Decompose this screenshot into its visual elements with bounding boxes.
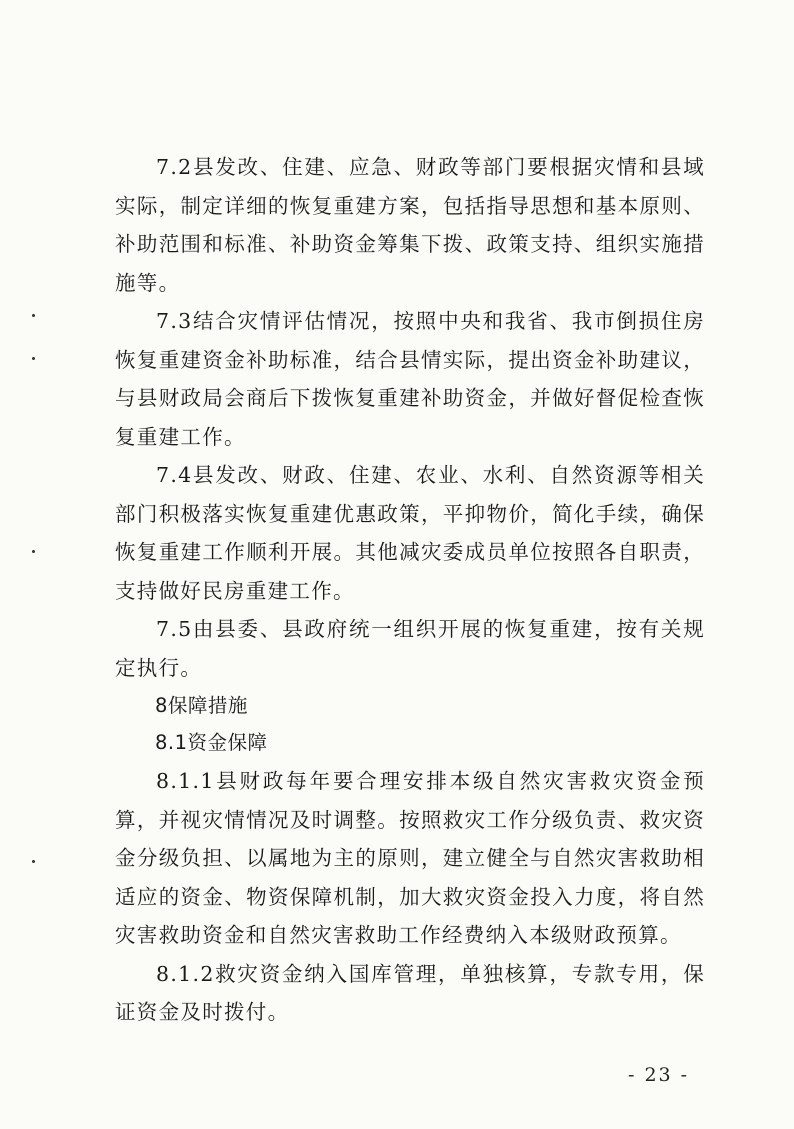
scan-dot <box>32 860 35 863</box>
paragraph-7-2: 7.2县发改、住建、应急、财政等部门要根据灾情和县域实际，制定详细的恢复重建方案，包括指导思想和基本原则、补助范围和标准、补助资金筹集下拨、政策支持、组织实施措施等。 <box>115 155 705 295</box>
section-heading: 8保障措施 <box>155 694 248 717</box>
paragraph-8-1-1: 8.1.1县财政每年要合理安排本级自然灾害救灾资金预算，并视灾情情况及时调整。按照救灾工作分级负责、救灾资金分级负担、以属地为主的原则，建立健全与自然灾害救助相适应的资金、物资保障机制，加大救灾资金投入力度，将自然灾害救助资金和自然灾害救助工作经费纳入本级财政预算。 <box>115 769 705 947</box>
scan-dot <box>32 550 35 553</box>
paragraph-8-1-2: 8.1.2救灾资金纳入国库管理，单独核算，专款专用，保证资金及时拨付。 <box>115 961 705 1024</box>
paragraph-7-5: 7.5由县委、县政府统一组织开展的恢复重建，按有关规定执行。 <box>115 617 705 680</box>
subsection-heading: 8.1资金保障 <box>155 731 268 754</box>
paragraph-7-4: 7.4县发改、财政、住建、农业、水利、自然资源等相关部门积极落实恢复重建优惠政策，平抑物价，简化手续，确保恢复重建工作顺利开展。其他减灾委成员单位按照各自职责，支持做好民房重建工作。 <box>115 463 705 603</box>
page-number: - 23 - <box>628 1064 690 1086</box>
document-body <box>115 148 705 1032</box>
scan-dot <box>32 314 35 317</box>
paragraph-7-3: 7.3结合灾情评估情况，按照中央和我省、我市倒损住房恢复重建资金补助标准，结合县情实际，提出资金补助建议，与县财政局会商后下拨恢复重建补助资金，并做好督促检查恢复重建工作。 <box>115 309 705 449</box>
scan-dot <box>32 357 35 360</box>
